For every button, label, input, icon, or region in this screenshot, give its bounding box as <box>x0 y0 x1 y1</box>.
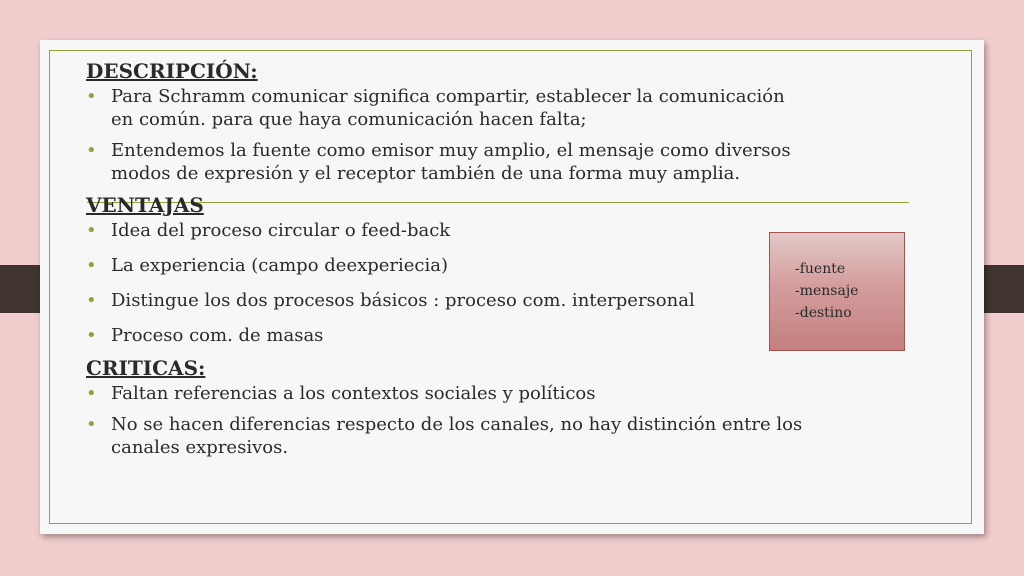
descripcion-list <box>86 85 806 185</box>
list-item-text: Para Schramm comunicar significa compartir, establecer la comunicación en común. para que haya comunicación hacen falta; <box>111 86 785 130</box>
list-item <box>86 413 806 459</box>
callout-line-mensaje: -mensaje <box>795 283 859 299</box>
list-item <box>86 139 806 185</box>
slide-content <box>86 58 806 467</box>
list-item-text: Idea del proceso circular o feed-back <box>111 220 451 241</box>
bullet-icon: • <box>86 255 97 276</box>
bullet-icon: • <box>86 414 97 435</box>
criticas-list <box>86 382 806 459</box>
bullet-icon: • <box>86 86 97 107</box>
ventajas-list <box>86 219 806 347</box>
list-item-text: La experiencia (campo deexperiecia) <box>111 255 449 276</box>
list-item <box>86 289 806 312</box>
bullet-icon: • <box>86 325 97 346</box>
callout-box <box>769 232 905 351</box>
bullet-icon: • <box>86 140 97 161</box>
list-item <box>86 324 806 347</box>
bullet-icon: • <box>86 220 97 241</box>
heading-ventajas: VENTAJAS <box>86 193 204 217</box>
heading-criticas: CRITICAS: <box>86 356 206 380</box>
slide-panel <box>40 40 984 534</box>
heading-descripcion: DESCRIPCIÓN: <box>86 59 258 83</box>
list-item-text: Entendemos la fuente como emisor muy amplio, el mensaje como diversos modos de expresión y el receptor también de una forma muy amplia. <box>111 140 791 184</box>
list-item-text: Faltan referencias a los contextos sociales y políticos <box>111 383 596 404</box>
list-item-text: No se hacen diferencias respecto de los canales, no hay distinción entre los canales expresivos. <box>111 414 803 458</box>
list-item <box>86 85 806 131</box>
callout-line-fuente: -fuente <box>795 261 846 277</box>
callout-line-destino: -destino <box>795 305 852 321</box>
list-item-text: Distingue los dos procesos básicos : proceso com. interpersonal <box>111 290 695 311</box>
list-item-text: Proceso com. de masas <box>111 325 324 346</box>
list-item <box>86 254 806 277</box>
list-item <box>86 382 806 405</box>
list-item <box>86 219 806 242</box>
bullet-icon: • <box>86 383 97 404</box>
bullet-icon: • <box>86 290 97 311</box>
